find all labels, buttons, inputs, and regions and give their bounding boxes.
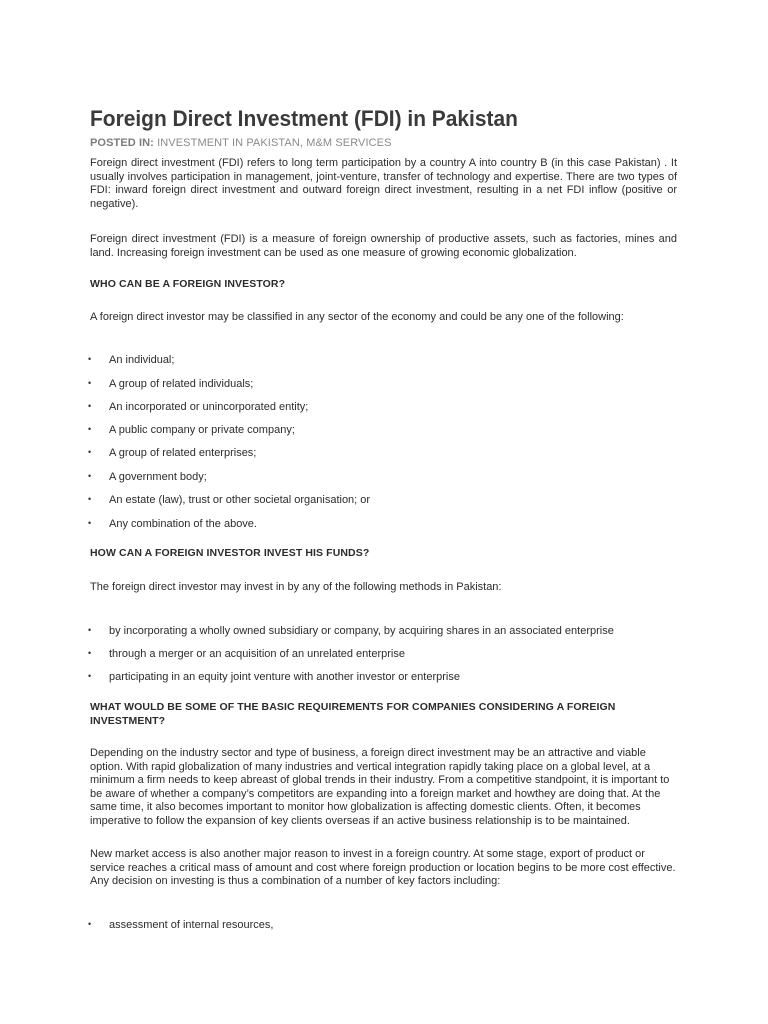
bullet-icon: • [88, 625, 92, 635]
section-lead-how: The foreign direct investor may invest in by any of the following methods in Pakistan: [90, 581, 502, 593]
bullet-icon: • [88, 471, 92, 481]
bullet-icon: • [88, 648, 92, 658]
requirements-paragraph-1: Depending on the industry sector and type of business, a foreign direct investment may be an attractive and viable option. With rapid globalization of many industries and vertical integration rapidly taking place on a global level, at a minimum a firm needs to keep abreast of global trends in their industry. From a competitive standpoint, it is important to be aware of whether a company’s competitors are expanding into a foreign market and howthey are doing that. At the same time, it also becomes important to monitor how globalization is affecting domestic clients. Often, it becomes imperative to follow the expansion of key clients overseas if an active business relationship is to be maintained. [90, 747, 670, 827]
section-heading-who: WHO CAN BE A FOREIGN INVESTOR? [90, 278, 286, 290]
bullet-icon: • [88, 378, 92, 388]
bullet-icon: • [88, 919, 92, 929]
page-title: Foreign Direct Investment (FDI) in Pakistan [90, 106, 518, 131]
bullet-icon: • [88, 671, 92, 681]
list-item: • through a merger or an acquisition of an unrelated enterprise [88, 648, 405, 660]
list-item: • participating in an equity joint venture with another investor or enterprise [88, 671, 460, 683]
bullet-icon: • [88, 447, 92, 457]
list-item: • by incorporating a wholly owned subsidiary or company, by acquiring shares in an associated enterprise [88, 625, 614, 637]
posted-in-categories[interactable]: INVESTMENT IN PAKISTAN, M&M SERVICES [157, 137, 392, 149]
posted-in-line [90, 137, 392, 149]
section-heading-how: HOW CAN A FOREIGN INVESTOR INVEST HIS FUNDS? [90, 547, 370, 559]
bullet-icon: • [88, 494, 92, 504]
posted-in-label: POSTED IN: [90, 137, 154, 149]
list-item: • An estate (law), trust or other societal organisation; or [88, 494, 371, 506]
bullet-icon: • [88, 518, 92, 528]
list-item: • A group of related individuals; [88, 378, 254, 390]
bullet-icon: • [88, 401, 92, 411]
bullet-icon: • [88, 424, 92, 434]
intro-paragraph-2: Foreign direct investment (FDI) is a measure of foreign ownership of productive assets, such as factories, mines and land. Increasing foreign investment can be used as one measure of growing economic globalization. [90, 233, 677, 259]
bullet-icon: • [88, 354, 92, 364]
list-item: • A public company or private company; [88, 424, 295, 436]
requirements-paragraph-2: New market access is also another major reason to invest in a foreign country. At some stage, export of product or service reaches a critical mass of amount and cost where foreign production or location begins to be more cost effective. Any decision on investing is thus a combination of a number of key factors including: [90, 848, 676, 888]
list-item: • assessment of internal resources, [88, 919, 274, 931]
list-item: • Any combination of the above. [88, 518, 257, 530]
list-item: • An incorporated or unincorporated entity; [88, 401, 309, 413]
list-item: • An individual; [88, 354, 175, 366]
list-item: • A group of related enterprises; [88, 447, 257, 459]
list-item: • A government body; [88, 471, 207, 483]
section-lead-who: A foreign direct investor may be classified in any sector of the economy and could be any one of the following: [90, 311, 624, 323]
section-heading-requirements: WHAT WOULD BE SOME OF THE BASIC REQUIREMENTS FOR COMPANIES CONSIDERING A FOREIGN INVESTMENT? [90, 701, 616, 727]
intro-paragraph-1: Foreign direct investment (FDI) refers to long term participation by a country A into country B (in this case Pakistan) . It usually involves participation in management, joint-venture, transfer of technology and expertise. There are two types of FDI: inward foreign direct investment and outward foreign direct investment, resulting in a net FDI inflow (positive or negative). [90, 157, 677, 210]
